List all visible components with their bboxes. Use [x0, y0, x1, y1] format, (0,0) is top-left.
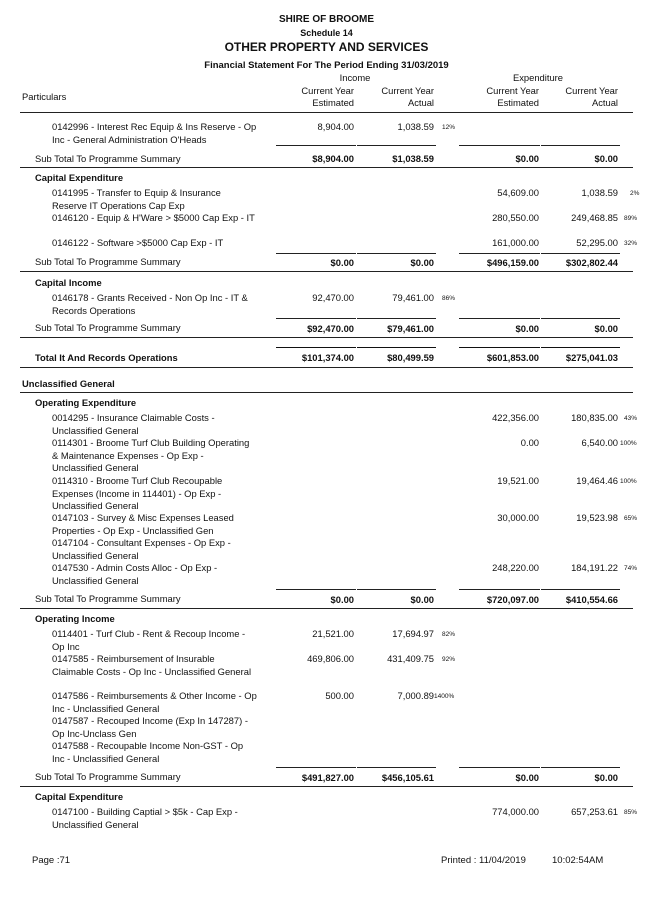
- subtotal-expense-est: $0.00: [515, 323, 539, 334]
- subtotal-line: [276, 589, 356, 590]
- income-percent: 1400%: [434, 693, 455, 700]
- org-name: SHIRE OF BROOME: [278, 14, 374, 25]
- expense-estimated: 30,000.00: [497, 512, 539, 523]
- subtotal-income-act: $0.00: [410, 594, 434, 605]
- subtotal-line: [459, 767, 540, 768]
- subtotal-label: Sub Total To Programme Summary: [35, 153, 181, 164]
- line-item-0114401: 0114401 - Turf Club - Rent & Recoup Income - Op Inc: [52, 628, 246, 652]
- row-divider: [20, 392, 633, 393]
- income-est-header-2: Estimated: [312, 97, 354, 108]
- total-expense-est: $601,853.00: [486, 352, 539, 363]
- expense-percent: 100%: [620, 478, 637, 485]
- row-divider: [20, 337, 633, 338]
- income-actual: 7,000.89: [397, 690, 434, 701]
- subtotal-income-est: $491,827.00: [301, 772, 354, 783]
- subtotal-income-act: $1,038.59: [392, 153, 434, 164]
- particulars-header: Particulars: [22, 91, 67, 102]
- income-estimated: 469,806.00: [307, 653, 354, 664]
- expense-estimated: 248,220.00: [492, 562, 539, 573]
- subtotal-expense-act: $410,554.66: [565, 594, 618, 605]
- row-divider: [20, 167, 633, 168]
- line-item-0114301: 0114301 - Broome Turf Club Building Operating & Maintenance Expenses - Op Exp - Unclassified General: [52, 437, 250, 473]
- subtotal-line: [541, 253, 620, 254]
- expense-act-header-1: Current Year: [565, 85, 618, 96]
- subtotal-expense-act: $0.00: [594, 153, 618, 164]
- expense-percent: 100%: [620, 440, 637, 447]
- subtotal-income-est: $0.00: [330, 257, 354, 268]
- expense-actual: 1,038.59: [581, 187, 618, 198]
- subtotal-line: [357, 253, 436, 254]
- section-heading: Operating Expenditure: [35, 397, 137, 408]
- total-line: [541, 347, 620, 348]
- income-act-header-2: Actual: [407, 97, 434, 108]
- subtotal-label: Sub Total To Programme Summary: [35, 322, 181, 333]
- subtotal-income-act: $0.00: [410, 257, 434, 268]
- line-item-0146122: 0146122 - Software >$5000 Cap Exp - IT: [52, 237, 224, 248]
- subtotal-line: [276, 318, 356, 319]
- printed-time: 10:02:54AM: [552, 855, 604, 866]
- line-item-0146178: 0146178 - Grants Received - Non Op Inc - IT & Records Operations: [52, 292, 248, 316]
- income-estimated: 21,521.00: [312, 628, 354, 639]
- expense-percent: 65%: [624, 515, 638, 522]
- subtotal-expense-est: $496,159.00: [486, 257, 539, 268]
- line-item-0141995: 0141995 - Transfer to Equip & Insurance Reserve IT Operations Cap Exp: [52, 187, 221, 211]
- expense-actual: 657,253.61: [571, 806, 618, 817]
- income-actual: 1,038.59: [397, 121, 434, 132]
- expense-actual: 6,540.00: [581, 437, 618, 448]
- subtotal-expense-act: $0.00: [594, 772, 618, 783]
- expense-actual: 19,523.98: [576, 512, 618, 523]
- expense-percent: 74%: [624, 565, 638, 572]
- row-divider: [20, 786, 633, 787]
- section-heading: Capital Expenditure: [35, 791, 124, 802]
- subtotal-label: Sub Total To Programme Summary: [35, 593, 181, 604]
- total-line: [276, 347, 356, 348]
- section-heading: Operating Income: [35, 613, 115, 624]
- header-divider: [20, 112, 633, 113]
- income-estimated: 92,470.00: [312, 292, 354, 303]
- subtotal-line: [459, 318, 540, 319]
- expense-actual: 52,295.00: [576, 237, 618, 248]
- income-estimated: 500.00: [325, 690, 354, 701]
- subtotal-line: [541, 318, 620, 319]
- line-item-0014295: 0014295 - Insurance Claimable Costs - Unclassified General: [52, 412, 215, 436]
- subtotal-line: [276, 145, 356, 146]
- total-line: [459, 347, 540, 348]
- subtotal-expense-est: $720,097.00: [486, 594, 539, 605]
- line-item-0142996: 0142996 - Interest Rec Equip & Ins Reserve - Op Inc - General Administration O'Heads: [52, 121, 257, 145]
- expense-percent: 32%: [624, 240, 638, 247]
- expense-percent: 2%: [630, 190, 640, 197]
- row-divider: [20, 608, 633, 609]
- program-heading: Unclassified General: [22, 378, 115, 389]
- subtotal-income-act: $456,105.61: [381, 772, 434, 783]
- income-group-header: Income: [339, 72, 371, 83]
- expense-estimated: 422,356.00: [492, 412, 539, 423]
- expense-estimated: 280,550.00: [492, 212, 539, 223]
- subtotal-label: Sub Total To Programme Summary: [35, 256, 181, 267]
- line-item-0147100: 0147100 - Building Captial > $5k - Cap Exp - Unclassified General: [52, 806, 238, 830]
- income-est-header-1: Current Year: [301, 85, 354, 96]
- expense-percent: 43%: [624, 415, 638, 422]
- income-actual: 17,694.97: [392, 628, 434, 639]
- subtotal-line: [357, 589, 436, 590]
- line-item-0147587: 0147587 - Recouped Income (Exp In 147287) -Op Inc-Unclass Gen: [52, 715, 248, 739]
- expense-estimated: 54,609.00: [497, 187, 539, 198]
- income-percent: 92%: [442, 656, 456, 663]
- subtotal-label: Sub Total To Programme Summary: [35, 771, 181, 782]
- subtotal-line: [541, 767, 620, 768]
- expense-act-header-2: Actual: [591, 97, 618, 108]
- line-item-0146120: 0146120 - Equip & H'Ware > $5000 Cap Exp - IT: [52, 212, 255, 223]
- income-act-header-1: Current Year: [381, 85, 434, 96]
- expense-est-header-1: Current Year: [486, 85, 539, 96]
- expense-estimated: 161,000.00: [492, 237, 539, 248]
- subtotal-line: [541, 589, 620, 590]
- income-percent: 82%: [442, 631, 456, 638]
- subtotal-line: [357, 318, 436, 319]
- section-heading: Capital Expenditure: [35, 172, 124, 183]
- line-item-0147104: 0147104 - Consultant Expenses - Op Exp - Unclassified General: [52, 537, 231, 561]
- subtotal-expense-act: $0.00: [594, 323, 618, 334]
- row-divider: [20, 367, 633, 368]
- subtotal-income-est: $8,904.00: [312, 153, 354, 164]
- expense-actual: 19,464.46: [576, 475, 618, 486]
- line-item-0147530: 0147530 - Admin Costs Alloc - Op Exp - Unclassified General: [52, 562, 218, 586]
- expense-percent: 85%: [624, 809, 638, 816]
- total-line: [357, 347, 436, 348]
- subtotal-line: [459, 253, 540, 254]
- page-title: OTHER PROPERTY AND SERVICES: [224, 40, 429, 54]
- income-actual: 431,409.75: [387, 653, 434, 664]
- total-income-est: $101,374.00: [301, 352, 354, 363]
- subtotal-line: [276, 253, 356, 254]
- line-item-0147585: 0147585 - Reimbursement of Insurable Claimable Costs - Op Inc - Unclassified General: [52, 653, 252, 677]
- subtotal-line: [459, 589, 540, 590]
- expense-estimated: 0.00: [520, 437, 539, 448]
- expense-estimated: 774,000.00: [492, 806, 539, 817]
- income-percent: 12%: [442, 124, 456, 131]
- expenditure-group-header: Expenditure: [512, 72, 564, 83]
- subtotal-line: [459, 145, 540, 146]
- subtotal-line: [541, 145, 620, 146]
- subtotal-expense-act: $302,802.44: [565, 257, 618, 268]
- subtotal-income-est: $92,470.00: [307, 323, 354, 334]
- page-subtitle: Financial Statement For The Period Ending 31/03/2019: [204, 60, 449, 71]
- subtotal-expense-est: $0.00: [515, 153, 539, 164]
- expense-actual: 180,835.00: [571, 412, 618, 423]
- printed-date: Printed : 11/04/2019: [441, 855, 526, 866]
- total-label: Total It And Records Operations: [35, 352, 178, 363]
- section-heading: Capital Income: [35, 277, 102, 288]
- page-number: Page :71: [32, 855, 71, 866]
- subtotal-line: [357, 767, 436, 768]
- income-percent: 86%: [442, 295, 456, 302]
- income-estimated: 8,904.00: [317, 121, 354, 132]
- line-item-0147103: 0147103 - Survey & Misc Expenses Leased Properties - Op Exp - Unclassified Gen: [52, 512, 234, 536]
- row-divider: [20, 271, 633, 272]
- subtotal-line: [357, 145, 436, 146]
- total-income-act: $80,499.59: [387, 352, 434, 363]
- line-item-0114310: 0114310 - Broome Turf Club Recoupable Expenses (Income in 114401) - Op Exp - Unclassified General: [52, 475, 223, 511]
- subtotal-income-act: $79,461.00: [387, 323, 434, 334]
- subtotal-line: [276, 767, 356, 768]
- line-item-0147588: 0147588 - Recoupable Income Non-GST - Op Inc - Unclassified General: [52, 740, 244, 764]
- expense-estimated: 19,521.00: [497, 475, 539, 486]
- expense-actual: 184,191.22: [571, 562, 618, 573]
- subtotal-income-est: $0.00: [330, 594, 354, 605]
- expense-actual: 249,468.85: [571, 212, 618, 223]
- line-item-0147586: 0147586 - Reimbursements & Other Income - Op Inc - Unclassified General: [52, 690, 257, 714]
- expense-est-header-2: Estimated: [497, 97, 539, 108]
- income-actual: 79,461.00: [392, 292, 434, 303]
- expense-percent: 89%: [624, 215, 638, 222]
- total-expense-act: $275,041.03: [565, 352, 618, 363]
- subtotal-expense-est: $0.00: [515, 772, 539, 783]
- schedule-label: Schedule 14: [300, 28, 353, 38]
